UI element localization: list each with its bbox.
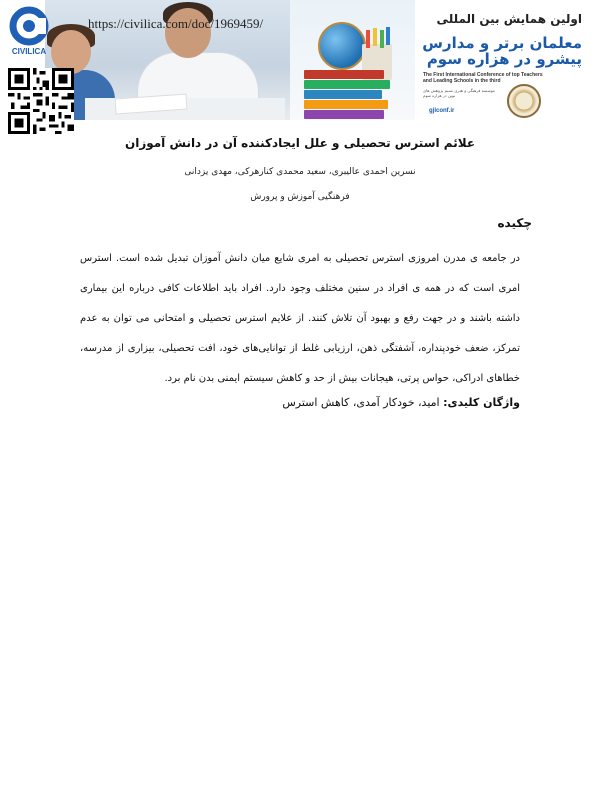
conference-website: gjlconf.ir bbox=[429, 108, 455, 114]
conference-english-title: The First International Conference of top Teachers and Leading Schools in the third bbox=[423, 72, 543, 84]
conference-seal-icon bbox=[507, 84, 541, 118]
paper-affiliation: فرهنگیی آموزش و پرورش bbox=[250, 192, 350, 202]
conference-line-2: معلمان برتر و مدارس bbox=[422, 34, 582, 52]
books-globe-image bbox=[290, 0, 415, 120]
abstract-text: در جامعه ی مدرن امروزی استرس تحصیلی به امری شایع میان دانش آموزان تبدیل شده است. استرس امری است که در همه ی افراد در سنین مختلف وجود دارد. افراد باید اطلاعات کافی درباره این بیماری داشته باشند و در جهت رفع و بهبود آن تلاش کنند. از علایم استرس تحصیلی و امتحانی می توان به عدم تمرکز، ضعف خودپنداره، آشفتگی ذهن، ارزیابی غلط از توانایی‌های خود، افت تحصیلی، بیزاری از مدرسه، خطاهای ادراکی، حواس پرتی، هیجانات بیش از حد و کاهش سیستم ایمنی بدن نام برد. bbox=[80, 253, 520, 384]
document-url[interactable]: https://civilica.com/doc/1969459/ bbox=[88, 16, 264, 31]
paper-authors: نسرین احمدی عالیبری، سعید محمدی کنارهرکی، مهدی یزدانی bbox=[184, 167, 416, 177]
keywords-label: واژگان کلیدی: bbox=[443, 396, 520, 409]
keywords-values: امید، خودکار آمدی، کاهش استرس bbox=[282, 396, 440, 409]
conference-line-1: اولین همایش بین المللی bbox=[436, 12, 582, 26]
conference-line-3: پیشرو در هزاره سوم bbox=[426, 50, 582, 68]
civilica-logo-icon bbox=[4, 6, 54, 56]
globe-icon bbox=[318, 22, 366, 70]
books-stack-icon bbox=[304, 70, 394, 120]
civilica-logo-text: CIVILICA bbox=[11, 47, 47, 56]
conference-title-block bbox=[415, 0, 600, 120]
paper-title: علائم استرس تحصیلی و علل ایجادکننده آن در دانش آموزان bbox=[124, 136, 476, 150]
conference-organizer: موسسه فرهنگی و هنری نسیم پژوهش های نوین در هزاره سوم bbox=[423, 88, 495, 98]
keywords-line bbox=[282, 396, 520, 409]
abstract-heading: چکیده bbox=[497, 216, 532, 230]
qr-code-icon bbox=[8, 68, 74, 134]
